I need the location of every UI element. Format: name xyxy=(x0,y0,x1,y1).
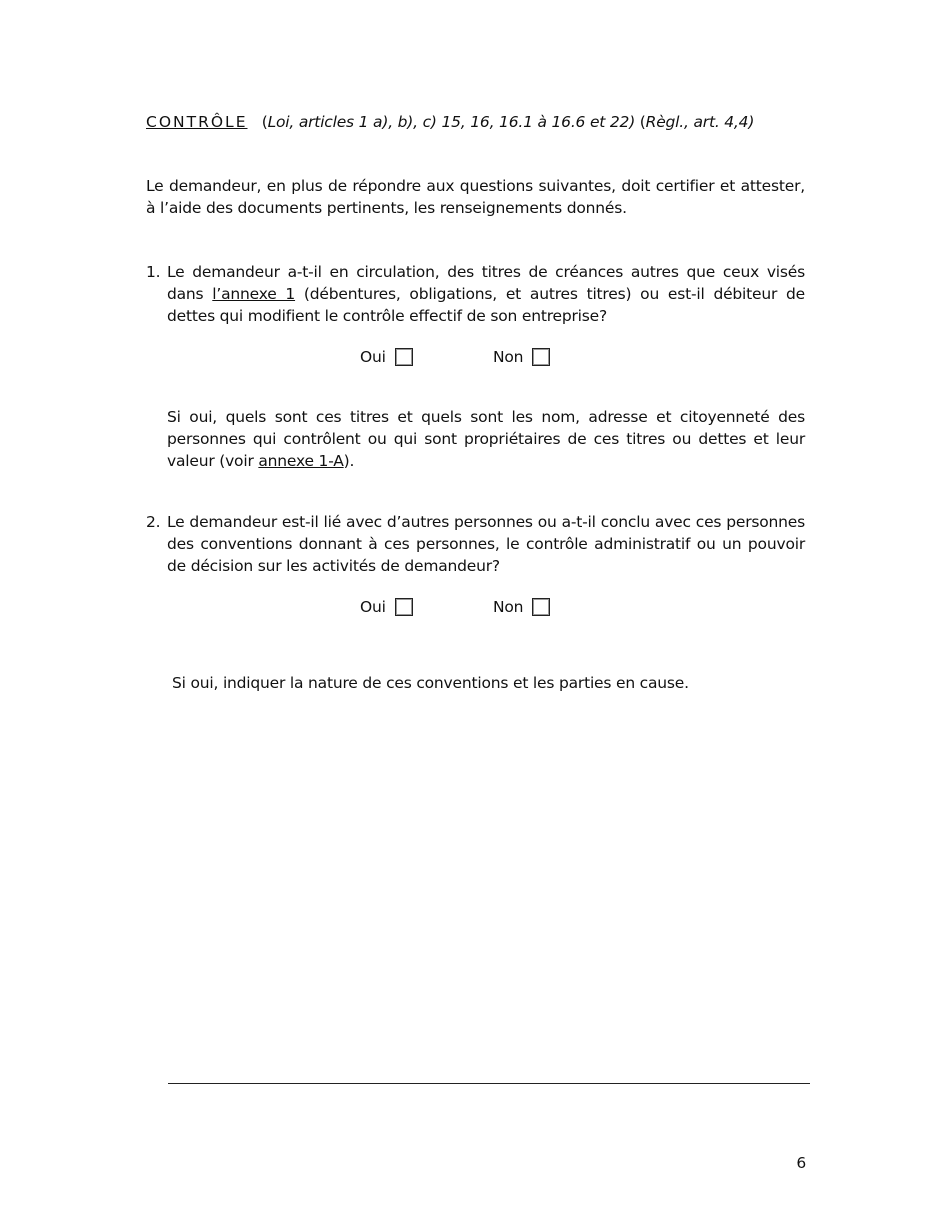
section-title: CONTRÔLE xyxy=(146,113,248,131)
question-1-non-label: Non xyxy=(493,348,524,366)
question-1-oui-checkbox[interactable] xyxy=(395,348,413,366)
annexe-1-link[interactable]: l’annexe 1 xyxy=(212,285,296,303)
page-number: 6 xyxy=(796,1154,806,1172)
question-1-followup-start: Si oui, quels sont ces titres et quels sont les nom, adresse et citoyenneté des personnes qui contrôlent ou qui sont propriétaires de ces titres ou dettes et leur valeur (voir xyxy=(167,408,805,470)
question-1-followup-end: ). xyxy=(343,452,355,470)
question-1-non-option xyxy=(493,346,550,368)
question-2-oui-option xyxy=(360,596,413,618)
footer-divider xyxy=(168,1083,810,1084)
question-2-text: Le demandeur est-il lié avec d’autres personnes ou a-t-il conclu avec ces personnes des conventions donnant à ces personnes, le contrôle administratif ou un pouvoir de décision sur les activités de demandeur? xyxy=(167,513,805,575)
question-2-followup: Si oui, indiquer la nature de ces conventions et les parties en cause. xyxy=(172,674,689,692)
question-1-oui-option xyxy=(360,346,413,368)
regulation-reference: Règl., art. 4,4) xyxy=(645,113,755,131)
question-1-text xyxy=(167,261,805,327)
intro-paragraph: Le demandeur, en plus de répondre aux questions suivantes, doit certifier et attester, à l’aide des documents pertinents, les renseignements donnés. xyxy=(146,177,805,217)
question-1-followup xyxy=(167,406,805,472)
annexe-1a-link[interactable]: annexe 1-A xyxy=(258,452,344,470)
question-1-number: 1. xyxy=(146,263,161,281)
question-2-number: 2. xyxy=(146,513,161,531)
question-2-non-checkbox[interactable] xyxy=(532,598,550,616)
question-1-oui-label: Oui xyxy=(360,348,386,366)
question-1-text-end: (débentures, obligations, et autres titres) ou est-il débiteur de dettes qui modifient le contrôle effectif de son entreprise? xyxy=(167,285,805,325)
question-2-oui-checkbox[interactable] xyxy=(395,598,413,616)
question-2-non-option xyxy=(493,596,550,618)
question-2-oui-label: Oui xyxy=(360,598,386,616)
reference-separator: ( xyxy=(635,113,646,131)
law-reference: Loi, articles 1 a), b), c) 15, 16, 16.1 à 16.6 et 22) xyxy=(267,113,636,131)
section-heading xyxy=(146,112,806,132)
law-reference-open: ( xyxy=(261,113,268,131)
question-2-non-label: Non xyxy=(493,598,524,616)
question-1-non-checkbox[interactable] xyxy=(532,348,550,366)
question-1-text-start: Le demandeur a-t-il en circulation, des titres de créances autres que ceux visés dans xyxy=(167,263,805,303)
